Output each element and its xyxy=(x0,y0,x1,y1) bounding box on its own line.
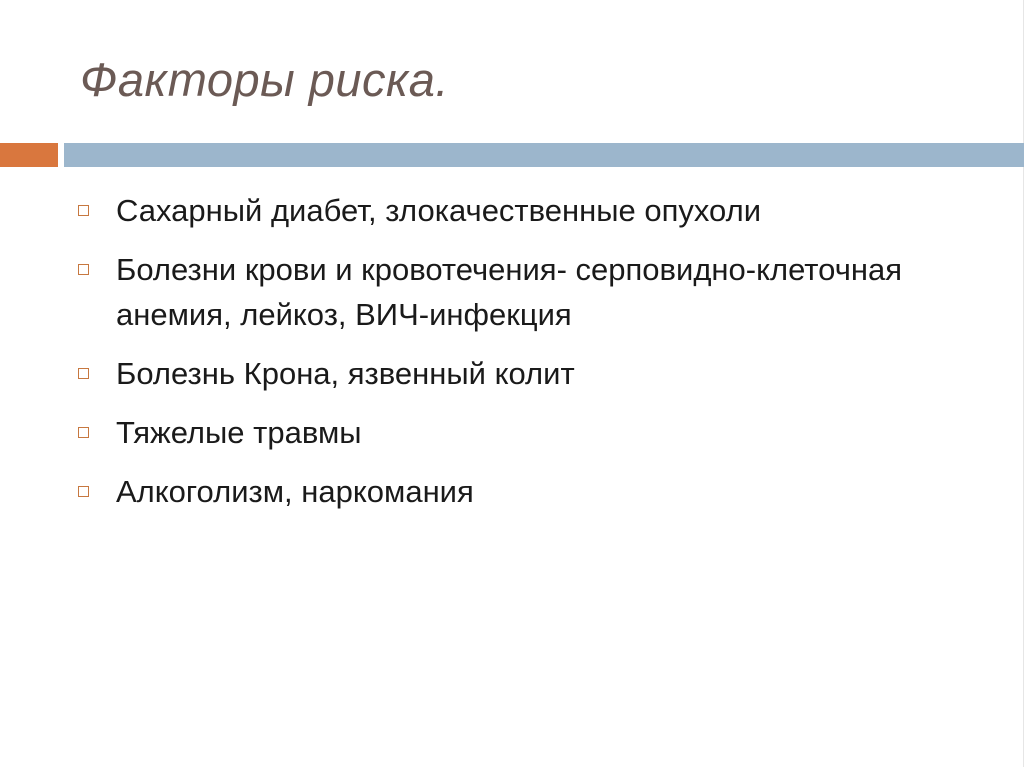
accent-bar-orange xyxy=(0,143,58,167)
hollow-square-bullet-icon xyxy=(78,427,89,438)
bullet-text: Алкоголизм, наркомания xyxy=(116,474,474,509)
slide-title: Факторы риска. xyxy=(80,53,449,106)
bullet-item xyxy=(78,247,978,337)
bullet-item xyxy=(78,469,978,514)
hollow-square-bullet-icon xyxy=(78,368,89,379)
bullet-item xyxy=(78,410,978,455)
bullet-text: Болезнь Крона, язвенный колит xyxy=(116,356,575,391)
bullet-item xyxy=(78,188,978,233)
bullet-list xyxy=(78,188,978,528)
bullet-text: Болезни крови и кровотечения- серповидно-клеточная анемия, лейкоз, ВИЧ-инфекция xyxy=(116,252,903,332)
accent-bar-blue xyxy=(64,143,1024,167)
bullet-text: Тяжелые травмы xyxy=(116,415,362,450)
hollow-square-bullet-icon xyxy=(78,486,89,497)
bullet-item xyxy=(78,351,978,396)
hollow-square-bullet-icon xyxy=(78,264,89,275)
hollow-square-bullet-icon xyxy=(78,205,89,216)
bullet-text: Сахарный диабет, злокачественные опухоли xyxy=(116,193,762,228)
